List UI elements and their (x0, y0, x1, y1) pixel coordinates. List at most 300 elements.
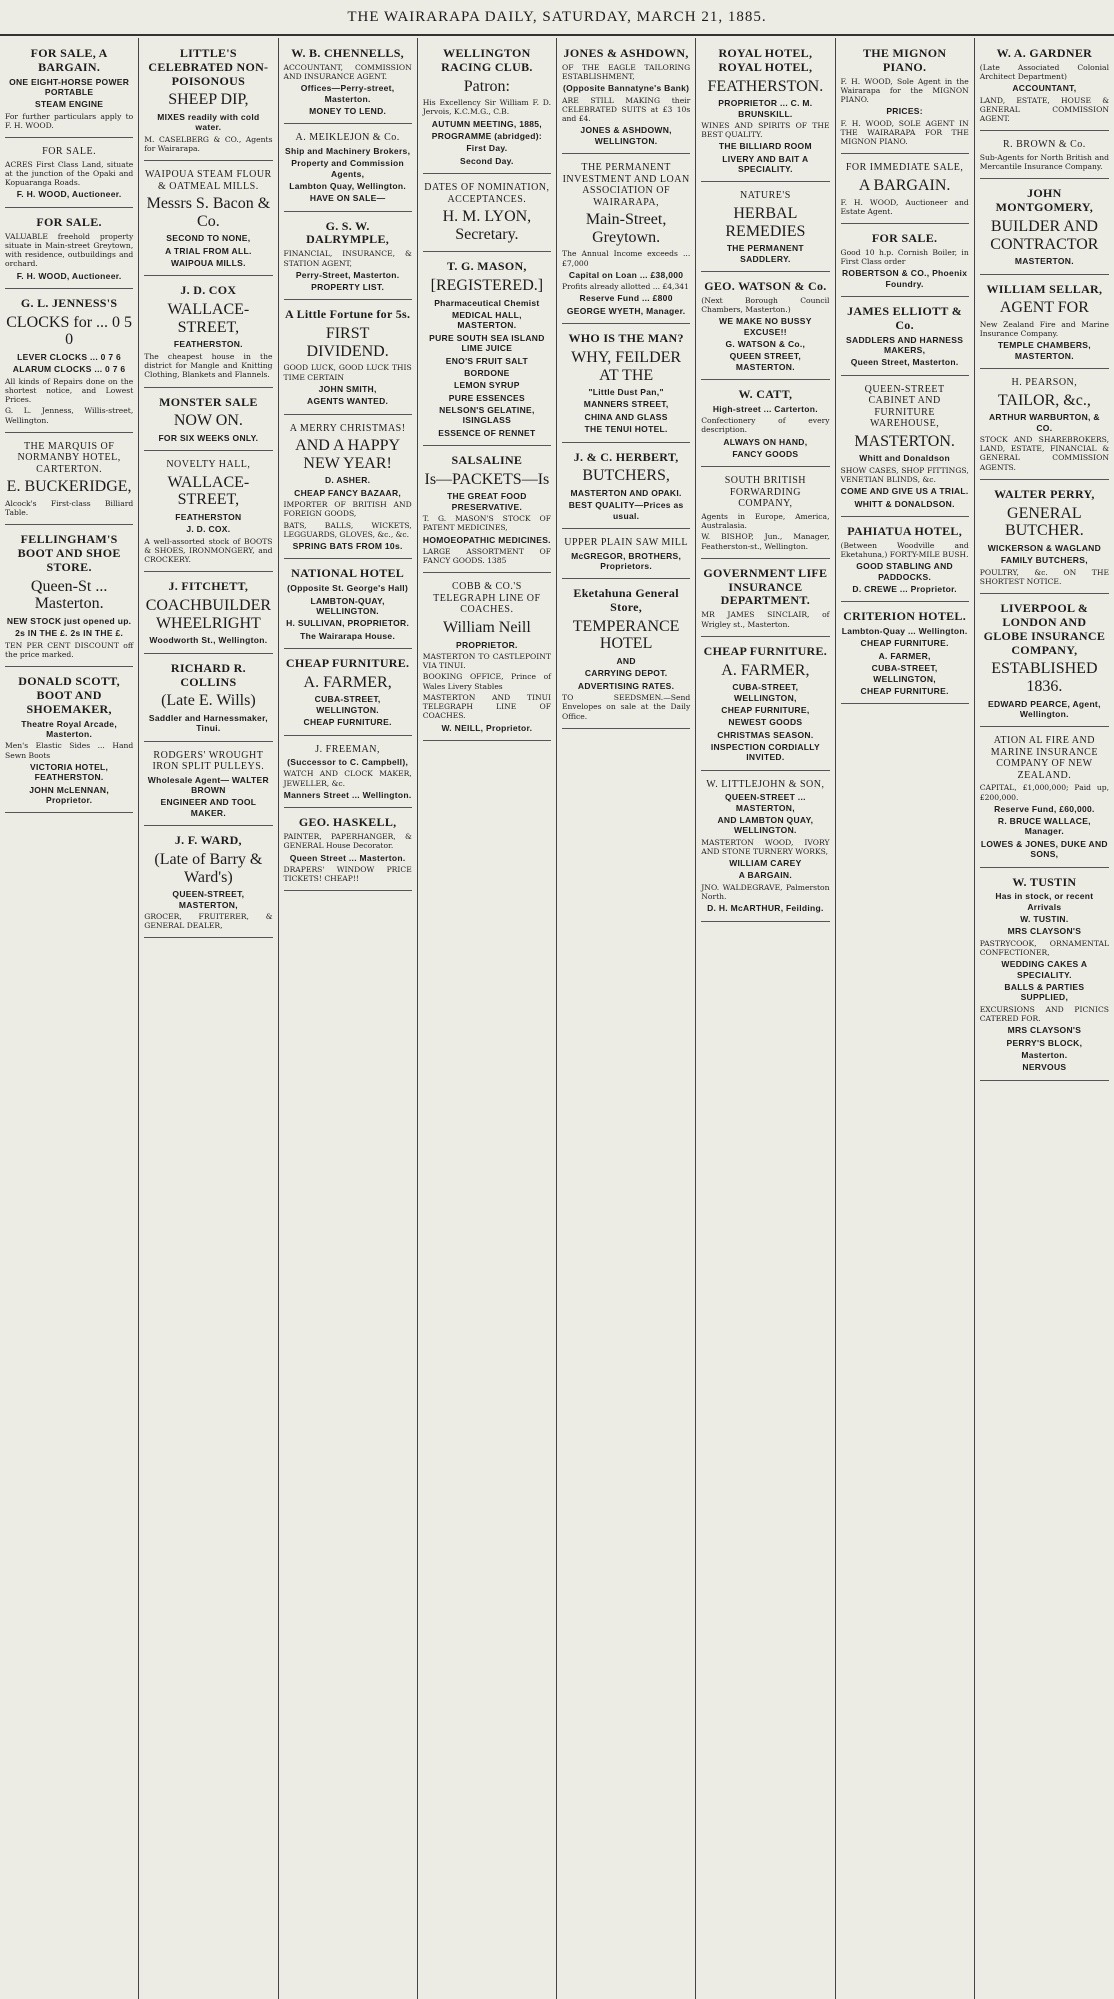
ad-line: MIXES readily with cold water. (157, 111, 260, 133)
ad-heading: DATES OF NOMINATION, ACCEPTANCES. (424, 182, 550, 205)
ad-line: Queen Street, Masterton. (850, 357, 959, 368)
advertisement (841, 156, 969, 224)
ad-line: MASTERTON. (854, 432, 955, 450)
ad-line: Confectionery of every description. (701, 416, 830, 435)
ad-line: Messrs S. Bacon & Co. (146, 195, 271, 230)
ad-line: (Successor to C. Campbell), (287, 757, 409, 768)
advertisement (562, 531, 690, 579)
ad-heading: J. FREEMAN, (315, 743, 380, 755)
ad-line: SHOW CASES, SHOP FITTINGS, VENETIAN BLINDS, &c. (840, 465, 969, 484)
ad-line: NEW STOCK just opened up. (6, 616, 132, 627)
advertisement (284, 738, 412, 809)
advertisement (701, 469, 829, 559)
ad-line: MONEY TO LEND. (309, 106, 387, 117)
ad-heading: GOVERNMENT LIFE INSURANCE DEPARTMENT. (703, 565, 828, 608)
ad-line: AND LAMBTON QUAY, WELLINGTON. (717, 814, 814, 836)
ad-line: WHITT & DONALDSON. (854, 498, 955, 509)
ad-line: WHY, FEILDER AT THE (571, 348, 682, 384)
ad-line: MEDICAL HALL, MASTERTON. (451, 310, 522, 331)
ad-line: AGENT FOR (999, 299, 1089, 317)
ad-line: ESTABLISHED 1836. (991, 660, 1098, 695)
ad-line: LEVER CLOCKS ... 0 7 6 (17, 351, 122, 362)
ad-line: MASTERTON WOOD, IVORY AND STONE TURNERY WORKS, (701, 837, 830, 856)
ad-heading: JAMES ELLIOTT & Co. (847, 304, 963, 332)
ad-line: PERRY'S BLOCK, (1006, 1037, 1083, 1048)
ad-heading: Eketahuna General Store, (573, 586, 679, 615)
ad-line: CLOCKS for ... 0 5 0 (6, 313, 133, 349)
ad-line: Sub-Agents for North British and Mercantile Insurance Company. (979, 152, 1109, 172)
advertisement (980, 596, 1109, 727)
ad-line: Wholesale Agent— WALTER BROWN (147, 774, 269, 796)
ad-line: ENO'S FRUIT SALT (445, 355, 528, 366)
ad-heading: RODGERS' WROUGHT IRON SPLIT PULLEYS. (152, 749, 265, 773)
ad-heading: W. B. CHENNELLS, (291, 46, 404, 60)
ad-line: NERVOUS (1022, 1062, 1067, 1073)
ad-line: CHEAP FURNITURE. (860, 638, 949, 649)
ad-line: (Between Woodville and Eketahuna,) FORTY-MILE BUSH. (840, 540, 969, 559)
advertisement (144, 390, 272, 452)
ad-line: ACRES First Class Land, situate at the junction of the Opaki and Kopuaranga Roads. (5, 159, 134, 188)
ad-heading: THE MIGNON PIANO. (862, 46, 947, 74)
ad-line: CHEAP FURNITURE. (860, 685, 949, 696)
ad-line: The cheapest house in the district for Mangle and Knitting Clothing, Blankets and Flannels. (144, 351, 273, 380)
ad-line: WALLACE-STREET, (167, 301, 250, 336)
ad-line: AGENTS WANTED. (307, 396, 389, 407)
advertisement (841, 519, 969, 602)
ad-line: AND A HAPPY NEW YEAR! (295, 437, 401, 472)
ad-line: IMPORTER OF BRITISH AND FOREIGN GOODS, (283, 500, 412, 519)
ad-line: MASTERTON AND OPAKI. (570, 487, 682, 498)
advertisement (701, 561, 829, 637)
ad-line: PAINTER, PAPERHANGER, & GENERAL House Decorator. (283, 832, 412, 851)
ad-line: VALUABLE freehold property situate in Main-street Greytown, with residence, outbuildings and orchard. (5, 231, 134, 269)
ad-heading: THE PERMANENT INVESTMENT AND LOAN ASSOCIATION OF WAIRARAPA, (562, 162, 690, 208)
ad-line: FINANCIAL, INSURANCE, & STATION AGENT, (283, 249, 412, 268)
ad-heading: FOR SALE. (36, 214, 102, 229)
ad-line: F. H. WOOD, Auctioneer. (16, 189, 122, 200)
advertisement (841, 226, 969, 297)
ad-line: Manners Street ... Wellington. (283, 789, 412, 800)
ad-line: A well-assorted stock of BOOTS & SHOES, IRONMONGERY, and CROCKERY. (144, 536, 273, 565)
ad-line: TEN PER CENT DISCOUNT off the price marked. (5, 640, 134, 660)
ad-heading: FOR SALE. (42, 146, 97, 158)
ad-line: McGREGOR, BROTHERS, Proprietors. (571, 550, 682, 571)
ad-heading: W. TUSTIN (1012, 874, 1077, 889)
ad-line: MRS CLAYSON'S (1007, 926, 1082, 937)
ad-line: G. L. Jenness, Willis-street, Wellington. (5, 406, 134, 425)
ad-line: FEATHERSTON. (173, 339, 243, 350)
ad-heading: JONES & ASHDOWN, (563, 46, 689, 60)
ad-line: Theatre Royal Arcade, Masterton. (21, 718, 117, 740)
ad-line: FEATHERSTON (175, 512, 242, 522)
ad-heading: ROYAL HOTEL, ROYAL HOTEL, (718, 46, 813, 74)
ad-line: EXCURSIONS AND PICNICS CATERED FOR. (979, 1004, 1109, 1023)
ad-line: For further particulars apply to F. H. WOOD. (5, 111, 134, 130)
ad-line: SECOND TO NONE, (166, 233, 251, 244)
ad-line: Reserve Fund, £60,000. (994, 803, 1095, 814)
ad-heading: J. F. WARD, (174, 833, 242, 848)
ad-line: New Zealand Fire and Marine Insurance Company. (979, 319, 1109, 339)
ad-line: ACCOUNTANT, (1012, 83, 1077, 94)
ad-line: A BARGAIN. (858, 176, 951, 194)
ad-heading: LIVERPOOL & LONDON AND GLOBE INSURANCE COMPANY, (983, 601, 1106, 657)
ad-line: VICTORIA HOTEL, FEATHERSTON. (30, 761, 109, 783)
ad-line: ARE STILL MAKING their CELEBRATED SUITS at £3 10s and £4. (562, 95, 691, 124)
ad-heading: G. L. JENNESS'S (20, 295, 118, 310)
ad-line: (Late Associated Colonial Architect Department) (979, 62, 1109, 82)
ad-heading: LITTLE'S CELEBRATED NON-POISONOUS (148, 46, 269, 88)
ad-line: FOR SIX WEEKS ONLY. (158, 432, 259, 443)
ad-line: Pharmaceutical Chemist (434, 297, 540, 308)
advertisement (144, 744, 272, 826)
advertisement (562, 326, 690, 442)
ad-heading: CHEAP FURNITURE. (285, 656, 410, 671)
ad-line: Good 10 h.p. Cornish Boiler, in First Class order (840, 247, 969, 267)
ad-heading: WILLIAM SELLAR, (986, 281, 1103, 296)
advertisement (5, 669, 133, 813)
ad-line: The Annual Income exceeds ... £7,000 (562, 249, 691, 268)
advertisement (284, 417, 412, 560)
ad-line: Alcock's First-class Billiard Table. (5, 498, 134, 518)
ad-line: D. CREWE ... Proprietor. (852, 583, 957, 594)
ad-heading: GEO. HASKELL, (298, 815, 397, 830)
ad-line: POULTRY, &c. ON THE SHORTEST NOTICE. (979, 567, 1109, 586)
ad-line: ALARUM CLOCKS ... 0 7 6 (12, 364, 126, 375)
ad-line: PURE ESSENCES (448, 392, 525, 403)
ad-heading: UPPER PLAIN SAW MILL (564, 537, 688, 549)
ad-line: JOHN McLENNAN, Proprietor. (29, 784, 109, 805)
ad-line: NELSON'S GELATINE, ISINGLASS (439, 404, 535, 426)
ad-line: T. G. MASON'S STOCK OF PATENT MEDICINES, (422, 514, 551, 533)
ad-line: CUBA-STREET, WELLINGTON. (314, 694, 381, 715)
ad-line: D. H. McARTHUR, Feilding. (707, 903, 824, 914)
ad-line: MASTERTON AND TINUI TELEGRAPH LINE OF COACHES. (422, 692, 551, 721)
ad-line: 2s IN THE £. 2s IN THE £. (15, 628, 124, 639)
ad-line: PURE SOUTH SEA ISLAND LIME JUICE (429, 332, 545, 354)
ad-line: WATCH AND CLOCK MAKER, JEWELLER, &c. (283, 769, 412, 788)
ad-heading: FELLINGHAM'S BOOT AND SHOE STORE. (17, 532, 121, 575)
ad-line: Offices—Perry-street, Masterton. (300, 83, 395, 104)
ad-line: GENERAL BUTCHER. (1005, 504, 1084, 540)
ad-line: Masterton. (1021, 1049, 1068, 1060)
ad-heading: WHO IS THE MAN? (568, 331, 684, 346)
ad-line: ENGINEER AND TOOL MAKER. (160, 797, 257, 818)
ad-line: G. WATSON & Co., (725, 338, 806, 349)
ad-line: MASTERTON. (1014, 256, 1074, 267)
ad-line: GROCER, FRUITERER, & GENERAL DEALER, (144, 911, 273, 931)
ad-line: SADDLERS AND HARNESS MAKERS, (846, 334, 964, 356)
ad-line: TO SEEDSMEN.—Send Envelopes on sale at the Daily Office. (562, 693, 691, 721)
ad-line: BEST QUALITY—Prices as usual. (568, 500, 684, 521)
ad-line: WALLACE-STREET, (167, 473, 250, 509)
column-1 (0, 38, 139, 1999)
ad-line: HAVE ON SALE— (309, 193, 386, 204)
ad-heading: NOVELTY HALL, (166, 459, 251, 471)
ad-heading: COBB & CO.'S TELEGRAPH LINE OF COACHES. (433, 581, 541, 616)
advertisement (841, 299, 969, 376)
advertisement (284, 302, 412, 414)
advertisement (423, 254, 551, 446)
advertisement (284, 41, 412, 124)
masthead (0, 0, 1114, 36)
advertisement (144, 278, 272, 387)
ad-line: PROPRIETOR ... C. M. BRUNSKILL. (718, 98, 813, 119)
ad-line: LOWES & JONES, DUKE AND SONS, (980, 838, 1108, 860)
ad-line: F. H. WOOD, SOLE AGENT IN THE WAIRARAPA FOR THE MIGNON PIANO. (840, 118, 969, 147)
advertisement (980, 729, 1109, 867)
ad-line: JONES & ASHDOWN, WELLINGTON. (580, 125, 672, 146)
ad-heading: SALSALINE (451, 453, 523, 468)
advertisement (980, 41, 1109, 131)
ad-line: ARTHUR WARBURTON, & CO. (988, 412, 1100, 433)
advertisement (5, 527, 133, 667)
ad-line: COME AND GIVE US A TRIAL. (840, 486, 969, 497)
ad-line: BUILDER AND CONTRACTOR (990, 218, 1099, 253)
ad-line: NEWEST GOODS (728, 717, 803, 728)
ad-line: High-street ... Carterton. (712, 403, 818, 414)
ad-heading: T. G. MASON, (447, 259, 527, 274)
advertisement (423, 448, 551, 573)
ad-line: STEAM ENGINE (34, 99, 104, 110)
ad-line: CAPITAL, £1,000,000; Paid up, £200,000. (979, 783, 1109, 802)
column-4 (418, 38, 557, 1999)
ad-line: FIRST DIVIDEND. (306, 325, 389, 360)
ad-line: FEATHERSTON. (707, 77, 824, 95)
ad-line: Is—PACKETS—Is (424, 470, 550, 488)
ad-heading: A Little Fortune for 5s. (284, 307, 411, 322)
ad-heading: NATIONAL HOTEL (291, 566, 405, 581)
ad-line: [REGISTERED.] (430, 277, 544, 295)
ad-heading: A. MEIKLEJON & Co. (295, 132, 400, 144)
ad-line: PRICES: (886, 106, 923, 117)
ad-line: R. BRUCE WALLACE, Manager. (997, 816, 1091, 837)
advertisement (284, 561, 412, 649)
ad-line: LEMON SYRUP (454, 380, 520, 391)
ad-line: A. FARMER, (878, 650, 931, 661)
ad-line: ROBERTSON & CO., Phoenix Foundry. (841, 268, 968, 289)
ad-heading: CRITERION HOTEL. (843, 609, 967, 624)
ad-line: His Excellency Sir William F. D. Jervois, K.C.M.G., C.B. (422, 98, 551, 117)
ad-line: The Wairarapa House. (300, 630, 396, 641)
ad-line: THE GREAT FOOD PRESERVATIVE. (447, 491, 527, 512)
ad-line: WICKERSON & WAGLAND (987, 542, 1102, 553)
ad-line: HOMOEOPATHIC MEDICINES. (422, 534, 551, 545)
ad-line: LAND, ESTATE, HOUSE & GENERAL COMMISSION AGENT. (979, 95, 1109, 124)
ad-line: Second Day. (460, 155, 514, 166)
advertisement (284, 214, 412, 301)
ad-heading: R. BROWN & Co. (1002, 139, 1086, 151)
advertisement (980, 482, 1109, 594)
ad-line: Main-Street, Greytown. (585, 211, 667, 246)
ad-heading: SOUTH BRITISH FORWARDING COMPANY, (724, 475, 806, 510)
ad-heading: DONALD SCOTT, BOOT AND SHOEMAKER, (18, 674, 120, 716)
ad-line: ALWAYS ON HAND, (723, 436, 808, 447)
ad-line: LIVERY AND BAIT A SPECIALITY. (722, 153, 809, 175)
ad-line: MRS CLAYSON'S (1007, 1025, 1082, 1036)
ad-line: QUEEN STREET, MASTERTON. (729, 351, 802, 372)
ad-line: First Day. (466, 143, 508, 154)
ad-heading: RICHARD R. COLLINS (170, 660, 246, 689)
newspaper-columns (0, 38, 1114, 1999)
ad-line: TAILOR, &c., (997, 391, 1091, 409)
ad-line: PASTRYCOOK, ORNAMENTAL CONFECTIONER, (979, 938, 1109, 958)
ad-line: ACCOUNTANT, COMMISSION AND INSURANCE AGENT. (283, 62, 412, 82)
ad-line: ESSENCE OF RENNET (438, 427, 536, 438)
ad-line: HERBAL REMEDIES (725, 204, 806, 240)
advertisement (144, 453, 272, 572)
ad-heading: QUEEN-STREET CABINET AND FURNITURE WAREHOUSE, (864, 383, 945, 430)
ad-line: Queen-St ... Masterton. (30, 577, 108, 613)
ad-heading: GEO. WATSON & Co. (704, 278, 827, 293)
ad-heading: J. & C. HERBERT, (573, 449, 679, 464)
ad-line: STOCK AND SHAREBROKERS, LAND, ESTATE, FINANCIAL & GENERAL COMMISSION AGENTS. (979, 434, 1109, 472)
ad-line: A. FARMER, (721, 661, 810, 679)
advertisement (701, 773, 829, 922)
ad-heading: WAIPOUA STEAM FLOUR & OATMEAL MILLS. (145, 169, 272, 192)
advertisement (980, 870, 1109, 1081)
ad-line: WEDDING CAKES A SPECIALITY. (1001, 959, 1088, 980)
column-8 (975, 38, 1114, 1999)
ad-line: H. SULLIVAN, PROPRIETOR. (286, 618, 410, 629)
ad-line: H. M. LYON, Secretary. (442, 208, 532, 243)
ad-line: INSPECTION CORDIALLY INVITED. (710, 741, 820, 763)
ad-line: AND (616, 656, 636, 667)
advertisement (980, 133, 1109, 179)
ad-line: MR JAMES SINCLAIR, of Wrigley st., Masterton. (701, 610, 830, 629)
advertisement (5, 210, 133, 289)
advertisement (5, 41, 133, 138)
advertisement (284, 126, 412, 211)
ad-line: TEMPLE CHAMBERS, MASTERTON. (997, 340, 1091, 361)
ad-line: CHRISTMAS SEASON. (717, 729, 814, 740)
ad-line: NOW ON. (173, 412, 243, 430)
ad-line: All kinds of Repairs done on the shortest notice, and Lowest Prices. (5, 376, 134, 405)
ad-line: (Late of Barry & Ward's) (154, 850, 263, 886)
ad-line: Lambton Quay, Wellington. (289, 180, 406, 191)
ad-line: BOOKING OFFICE, Prince of Wales Livery Stables (422, 672, 551, 691)
advertisement (284, 810, 412, 891)
ad-line: Has in stock, or recent Arrivals (995, 891, 1094, 912)
ad-heading: W. CATT, (738, 386, 793, 401)
ad-line: Reserve Fund ... £800 (579, 293, 673, 304)
ad-line: M. CASELBERG & CO., Agents for Wairarapa. (144, 134, 273, 153)
ad-line: W. BISHOP, Jun., Manager, Featherston-st., Wellington. (701, 532, 830, 551)
ad-line: Capital on Loan ... £38,000 (568, 269, 684, 280)
ad-line: CHEAP FANCY BAZAAR, (294, 487, 402, 498)
ad-line: A BARGAIN. (738, 870, 792, 881)
advertisement (423, 41, 551, 174)
newspaper-title: THE WAIRARAPA DAILY, SATURDAY, MARCH 21, 1885. (347, 9, 767, 25)
ad-heading: J. D. COX (180, 283, 237, 298)
advertisement (144, 656, 272, 742)
ad-line: (Opposite St. George's Hall) (287, 583, 409, 594)
ad-line: FAMILY BUTCHERS, (1000, 555, 1088, 566)
advertisement (144, 574, 272, 653)
ad-heading: W. A. GARDNER (996, 46, 1093, 60)
ad-line: AUTUMN MEETING, 1885, (431, 118, 542, 129)
ad-heading: W. LITTLEJOHN & SON, (706, 778, 825, 790)
ad-heading: ATION AL FIRE AND MARINE INSURANCE COMPANY OF NEW ZEALAND. (990, 735, 1098, 781)
ad-line: William Neill (442, 618, 531, 636)
advertisement (841, 604, 969, 704)
ad-line: LARGE ASSORTMENT OF FANCY GOODS. 1385 (422, 546, 551, 566)
advertisement (562, 445, 690, 529)
ad-line: CARRYING DEPOT. (584, 668, 668, 679)
ad-line: (Late E. Wills) (161, 692, 256, 710)
ad-line: Woodworth St., Wellington. (149, 635, 268, 646)
ad-line: W. NEILL, Proprietor. (441, 722, 533, 733)
ad-line: CHEAP FURNITURE, (721, 704, 810, 715)
advertisement (423, 176, 551, 252)
ad-line: WILLIAM CAREY (729, 858, 802, 869)
ad-line: WAIPOUA MILLS. (171, 258, 246, 269)
ad-line: CHEAP FURNITURE. (303, 717, 392, 728)
advertisement (5, 435, 133, 526)
ad-heading: FOR SALE, A BARGAIN. (30, 46, 108, 74)
ad-line: Perry-Street, Masterton. (295, 269, 400, 280)
ad-line: BATS, BALLS, WICKETS, LEGGUARDS, GLOVES, &c., &c. (283, 520, 412, 539)
ad-heading: H. PEARSON, (1011, 377, 1078, 389)
ad-line: J. D. COX. (186, 524, 231, 535)
ad-heading: J. FITCHETT, (168, 579, 249, 594)
advertisement (5, 140, 133, 208)
ad-line: WINES AND SPIRITS OF THE BEST QUALITY. (701, 120, 830, 140)
ad-line: JOHN SMITH, (318, 383, 377, 394)
ad-line: BALLS & PARTIES SUPPLIED, (1004, 982, 1085, 1003)
ad-line: OF THE EAGLE TAILORING ESTABLISHMENT, (562, 62, 691, 82)
ad-heading: PAHIATUA HOTEL, (847, 523, 962, 538)
advertisement (841, 41, 969, 154)
ad-line: F. H. WOOD, Auctioneer. (16, 270, 122, 281)
ad-line: GEORGE WYETH, Manager. (566, 305, 686, 316)
ad-line: (Next Borough Council Chambers, Masterton.) (701, 295, 830, 314)
ad-line: Agents in Europe, America, Australasia. (701, 511, 830, 531)
ad-line: SPRING BATS FROM 10s. (292, 541, 403, 552)
ad-line: QUEEN-STREET, MASTERTON, (172, 889, 245, 910)
ad-line: Whitt and Donaldson (859, 453, 950, 464)
ad-line: CUBA-STREET, WELLINGTON, (732, 682, 799, 703)
ad-line: WE MAKE NO BUSSY EXCUSE!! (719, 316, 812, 337)
column-2 (139, 38, 278, 1999)
ad-line: E. BUCKERIDGE, (6, 478, 132, 496)
advertisement (423, 575, 551, 741)
advertisement (144, 41, 272, 161)
ad-line: BUTCHERS, (582, 467, 670, 485)
ad-line: FANCY GOODS (732, 449, 799, 459)
advertisement (562, 581, 690, 729)
ad-line: ONE EIGHT-HORSE POWER PORTABLE (9, 76, 130, 97)
advertisement (980, 277, 1109, 370)
ad-heading: THE MARQUIS OF NORMANBY HOTEL, CARTERTON. (17, 440, 121, 475)
ad-line: Ship and Machinery Brokers, (285, 145, 411, 156)
ad-line: ADVERTISING RATES. (577, 680, 675, 691)
ad-line: COACHBUILDER WHEELRIGHT (145, 597, 272, 632)
ad-line: CHINA AND GLASS (584, 411, 668, 422)
ad-line: THE PERMANENT SADDLERY. (726, 243, 804, 264)
ad-line: Queen Street ... Masterton. (289, 852, 406, 863)
advertisement (701, 274, 829, 380)
ad-line: LAMBTON-QUAY, WELLINGTON. (310, 595, 385, 616)
ad-line: Property and Commission Agents, (291, 158, 404, 179)
ad-line: BORDONE (464, 367, 510, 378)
ad-line: Profits already allotted ... £4,341 (562, 282, 689, 292)
ad-line: D. ASHER. (324, 475, 371, 486)
ad-line: W. TUSTIN. (1020, 914, 1069, 925)
ad-line: F. H. WOOD, Sole Agent in the Wairarapa for the MIGNON PIANO. (840, 76, 969, 105)
ad-heading: CHEAP FURNITURE. (703, 643, 828, 658)
ad-heading: FOR IMMEDIATE SALE, (845, 162, 964, 174)
ad-line: CUBA-STREET, WELLINGTON, (871, 663, 938, 684)
